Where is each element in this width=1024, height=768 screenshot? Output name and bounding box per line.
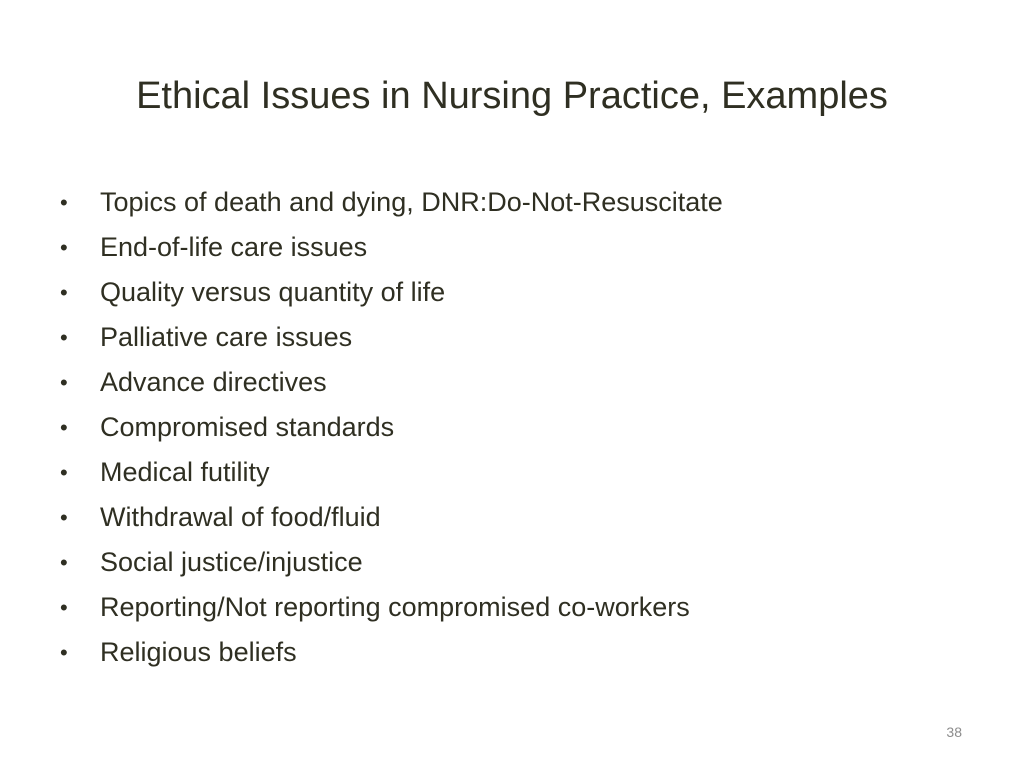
list-item (60, 540, 723, 585)
list-item (60, 450, 723, 495)
list-item-text: Withdrawal of food/fluid (100, 502, 381, 532)
bullet-icon: • (60, 235, 68, 260)
slide-title: Ethical Issues in Nursing Practice, Examples (136, 75, 888, 117)
list-item-text: End-of-life care issues (100, 232, 368, 262)
list-item-text: Quality versus quantity of life (100, 277, 446, 307)
bullet-icon: • (60, 280, 68, 305)
list-item (60, 360, 723, 405)
bullet-icon: • (60, 550, 68, 575)
list-item (60, 585, 723, 630)
list-item-text: Reporting/Not reporting compromised co-workers (100, 592, 690, 622)
page-number: 38 (946, 724, 962, 740)
list-item-text: Palliative care issues (100, 322, 353, 352)
bullet-icon: • (60, 460, 68, 485)
bullet-icon: • (60, 190, 68, 215)
list-item-text: Religious beliefs (100, 637, 297, 667)
list-item (60, 180, 723, 225)
list-item (60, 270, 723, 315)
bullet-icon: • (60, 370, 68, 395)
bullet-icon: • (60, 325, 68, 350)
list-item (60, 225, 723, 270)
list-item (60, 405, 723, 450)
list-item-text: Compromised standards (100, 412, 395, 442)
list-item (60, 495, 723, 540)
bullet-list (60, 180, 723, 675)
list-item-text: Medical futility (100, 457, 270, 487)
bullet-icon: • (60, 415, 68, 440)
bullet-icon: • (60, 595, 68, 620)
bullet-icon: • (60, 505, 68, 530)
list-item-text: Topics of death and dying, DNR:Do-Not-Resuscitate (100, 187, 723, 217)
list-item (60, 630, 723, 675)
list-item-text: Advance directives (100, 367, 327, 397)
bullet-icon: • (60, 640, 68, 665)
list-item-text: Social justice/injustice (100, 547, 363, 577)
list-item (60, 315, 723, 360)
